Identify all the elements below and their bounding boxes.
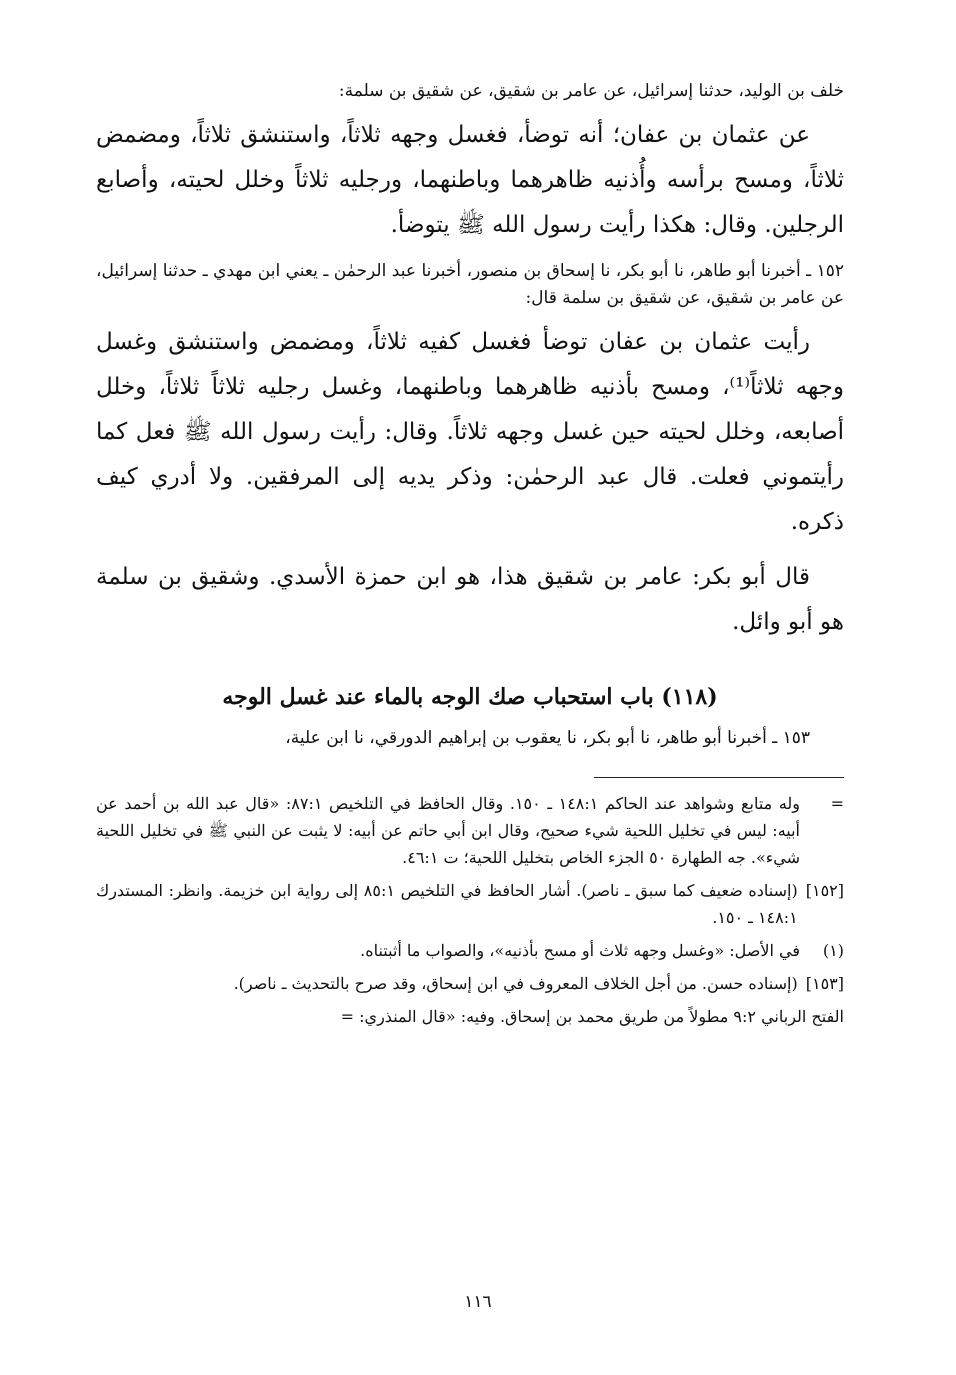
footnote-text: وله متابع وشواهد عند الحاكم ١٤٨:١ ـ ١٥٠. وقال الحافظ في التلخيص ٨٧:١: «قال عبد الله بن أحمد عن أبيه: ليس في تخليل اللحية شيء صحيح، وقال ابن أبي حاتم عن أبيه: لا يثبت عن النبي ﷺ في تخليل اللحية شيء». جه الطهارة ٥٠ الجزء الخاص بتخليل اللحية؛ ت ٤٦:١. [96,794,801,867]
hadith-152-isnad: ١٥٢ ـ أخبرنا أبو طاهر، نا أبو بكر، نا إسحاق بن منصور، أخبرنا عبد الرحمٰن ـ يعني ابن مهدي ـ حدثنا إسرائيل، عن عامر بن شقيق، عن شقيق بن سلمة قال: [96,261,845,308]
page-number: ١١٦ [464,1292,492,1312]
hadith-152-matn: رأيت عثمان بن عفان توضأ فغسل كفيه ثلاثاً، ومضمض واستنشق وغسل وجهه ثلاثاً⁽¹⁾، ومسح بأذنيه ظاهرهما وباطنهما، وغسل رجليه ثلاثاً ثلاثاً، وخلل أصابعه، وخلل لحيته حين غسل وجهه ثلاثاً. وقال: رأيت رسول الله ﷺ فعل كما رأيتموني فعلت. قال عبد الرحمٰن: وذكر يديه إلى المرفقين. ولا أدري كيف ذكره. [96,329,844,535]
footnote-152 [96,877,844,931]
footnote-last: الفتح الرباني ٩:٢ مطولاً من طريق محمد بن إسحاق. وفيه: «قال المنذري: = [340,1007,844,1026]
page-body [96,78,844,1375]
hadith-153-isnad: ١٥٣ ـ أخبرنا أبو طاهر، نا أبو بكر، نا يعقوب بن إبراهيم الدورقي، نا ابن علية، [285,728,810,748]
paragraph-1: عن عثمان بن عفان؛ أنه توضأ، فغسل وجهه ثلاثاً، واستنشق ثلاثاً، ومضمض ثلاثاً، ومسح برأسه وأُذنيه ظاهرهما وباطنهما، ورجليه ثلاثاً وخلل لحيته، وأصابع الرجلين. وقال: هكذا رأيت رسول الله ﷺ يتوضأ. [96,122,844,238]
top-fragment: خلف بن الوليد، حدثنا إسرائيل، عن عامر بن شقيق، عن شقيق بن سلمة: [338,81,844,101]
abu-bakr-note: قال أبو بكر: عامر بن شقيق هذا، هو ابن حمزة الأسدي. وشقيق بن سلمة هو أبو وائل. [96,564,844,635]
footnote-text: (إسناده حسن. من أجل الخلاف المعروف في ابن إسحاق، وقد صرح بالتحديث ـ ناصر). [233,974,798,993]
footnote-continuation [96,790,844,871]
footnote-label: = [830,794,844,813]
footnote-text: (إسناده ضعيف كما سبق ـ ناصر). أشار الحافظ في التلخيص ٨٥:١ إلى رواية ابن خزيمة. وانظر: المستدرك ١٤٨:١ ـ ١٥٠. [96,881,798,927]
chapter-heading: (١١٨) باب استحباب صك الوجه بالماء عند غسل الوجه [222,684,718,710]
footnote-label: (١) [822,941,844,960]
footnote-text: في الأصل: «وغسل وجهه ثلاث أو مسح بأذنيه»، والصواب ما أثبتناه. [360,941,800,960]
footnote-label: [١٥٢] [805,881,844,900]
footnote-153 [96,970,844,997]
footnote-1 [96,937,844,964]
footnote-divider [594,777,844,778]
footnote-label: [١٥٣] [805,974,844,993]
